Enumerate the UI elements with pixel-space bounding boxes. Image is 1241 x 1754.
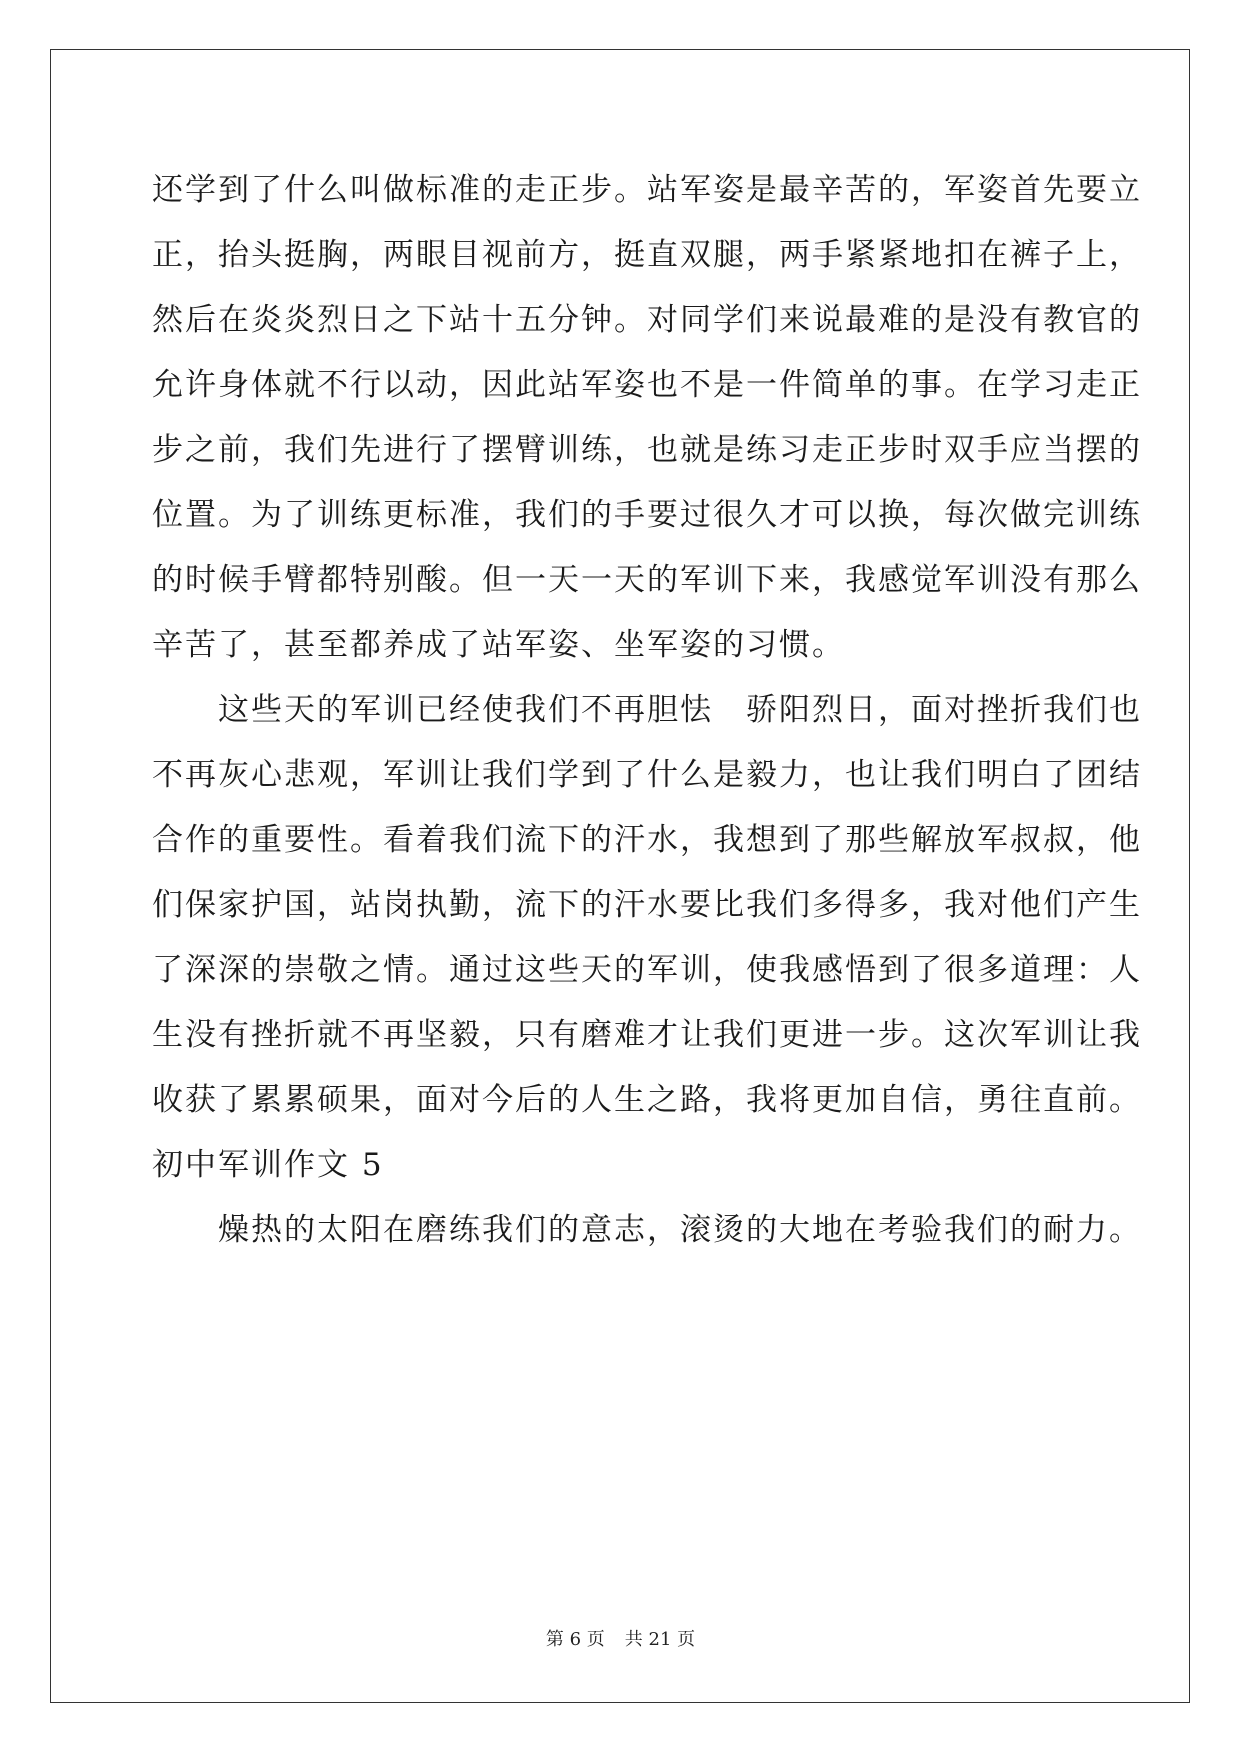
paragraph-line: 这些天的军训已经使我们不再胆怯 骄阳烈日，面对挫折我们也 <box>152 692 1142 728</box>
paragraph-line: 不再灰心悲观，军训让我们学到了什么是毅力，也让我们明白了团结 <box>152 757 1142 793</box>
paragraph-line: 了深深的崇敬之情。通过这些天的军训，使我感悟到了很多道理：人 <box>152 952 1142 988</box>
paragraph-line: 的时候手臂都特别酸。但一天一天的军训下来，我感觉军训没有那么 <box>152 562 1142 598</box>
page-total: 共 21 页 <box>624 1629 696 1650</box>
paragraph-line: 合作的重要性。看着我们流下的汗水，我想到了那些解放军叔叔，他 <box>152 822 1142 858</box>
paragraph-line: 步之前，我们先进行了摆臂训练，也就是练习走正步时双手应当摆的 <box>152 432 1142 468</box>
paragraph-line: 还学到了什么叫做标准的走正步。站军姿是最辛苦的，军姿首先要立 <box>152 172 1142 208</box>
paragraph-line: 收获了累累硕果，面对今后的人生之路，我将更加自信，勇往直前。 <box>152 1082 1142 1118</box>
paragraph-line: 然后在炎炎烈日之下站十五分钟。对同学们来说最难的是没有教官的 <box>152 302 1142 338</box>
section-heading: 初中军训作文 5 <box>152 1147 384 1183</box>
page-number: 第 6 页 <box>545 1629 605 1650</box>
paragraph-line: 生没有挫折就不再坚毅，只有磨难才让我们更进一步。这次军训让我 <box>152 1017 1142 1053</box>
page-footer <box>0 1628 1241 1652</box>
paragraph-line: 们保家护国，站岗执勤，流下的汗水要比我们多得多，我对他们产生 <box>152 887 1142 923</box>
paragraph-line: 正，抬头挺胸，两眼目视前方，挺直双腿，两手紧紧地扣在裤子上， <box>152 237 1142 273</box>
page-border <box>50 49 1190 1703</box>
paragraph-line: 燥热的太阳在磨练我们的意志，滚烫的大地在考验我们的耐力。 <box>152 1212 1142 1248</box>
paragraph-line: 位置。为了训练更标准，我们的手要过很久才可以换，每次做完训练 <box>152 497 1142 533</box>
paragraph-line: 允许身体就不行以动，因此站军姿也不是一件简单的事。在学习走正 <box>152 367 1142 403</box>
paragraph-line: 辛苦了，甚至都养成了站军姿、坐军姿的习惯。 <box>152 627 845 663</box>
